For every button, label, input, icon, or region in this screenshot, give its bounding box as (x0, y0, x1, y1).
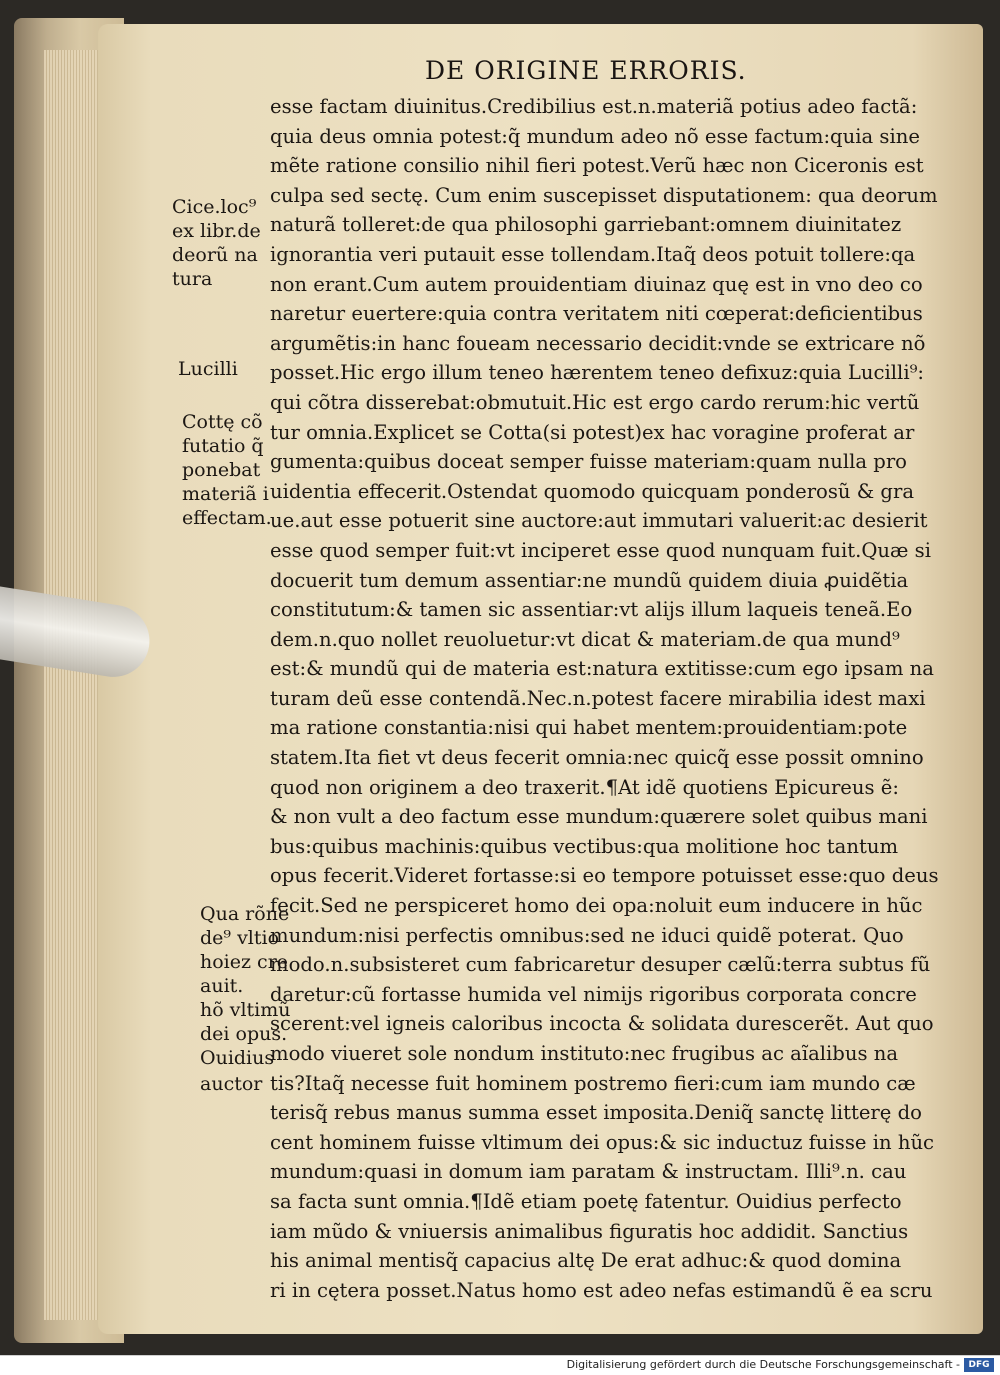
text-line: quia deus omnia potest:q̃ mundum adeo nõ esse factum:quia sine (270, 124, 920, 148)
text-line: argumẽtis:in hanc foueam necessario decidit:vnde se extricare nõ (270, 331, 926, 355)
text-line: gumenta:quibus doceat semper fuisse materiam:quam nulla pro (270, 450, 907, 474)
margin-note: hõ vltimũ (200, 999, 291, 1021)
text-line: esse quod semper fuit:vt inciperet esse quod nunquam fuit.Quæ si (270, 538, 931, 562)
text-line: docuerit tum demum assentiar:ne mundũ quidem diuia ꝓuidẽtia (270, 568, 909, 592)
text-line: terisq̃ rebus manus summa esset imposita.Deniq̃ sanctę litterę do (270, 1101, 922, 1125)
text-line: mundum:quasi in domum iam paratam & instructam. Illi⁹.n. cau (270, 1160, 907, 1184)
text-line: posset.Hic ergo illum teneo hærentem teneo defixuz:quia Lucilli⁹: (270, 361, 925, 385)
margin-note: ponebat (182, 459, 261, 481)
text-line: iam mũdo & vniuersis animalibus figuratis hoc addidit. Sanctius (270, 1219, 909, 1243)
dfg-logo: DFG (964, 1358, 994, 1372)
margin-note: Qua rõne (200, 903, 290, 925)
text-line: tis?Itaq̃ necesse fuit hominem postremo fieri:cum iam mundo cæ (270, 1071, 916, 1095)
text-line: esse factam diuinitus.Credibilius est.n.materiã potius adeo factã: (270, 95, 918, 118)
running-head: DE ORIGINE ERRORIS. (425, 56, 747, 85)
text-line: qui cõtra disserebat:obmutuit.Hic est ergo cardo rerum:hic vertũ (270, 390, 920, 414)
margin-note: materiã i (182, 483, 269, 505)
text-line: naretur euertere:quia contra veritatem niti cœperat:deficientibus (270, 302, 923, 326)
text-line: & non vult a deo factum esse mundum:quærere solet quibus mani (270, 805, 928, 829)
margin-note: de⁹ vltio (200, 927, 280, 949)
margin-note: ex libr.de (172, 220, 261, 242)
footer-bar (0, 1355, 1000, 1375)
margin-note: hoiez cre (200, 951, 289, 973)
text-line: constitutum:& tamen sic assentiar:vt alijs illum laqueis teneã.Eo (270, 598, 913, 622)
text-line: bus:quibus machinis:quibus vectibus:qua molitione hoc tantum (270, 834, 899, 858)
text-line: quod non originem a deo traxerit.¶At idẽ quotiens Epicureus ẽ: (270, 775, 899, 799)
text-line: est:& mundũ qui de materia est:natura extitisse:cum ego ipsam na (270, 657, 934, 681)
text-line: ignorantia veri putauit esse tollendam.Itaq̃ deos potuit tollere:qa (270, 242, 916, 266)
text-line: tur omnia.Explicet se Cotta(si potest)ex hac voragine proferat ar (270, 420, 915, 444)
text-line: his animal mentisq̃ capacius altę De erat adhuc:& quod domina (270, 1249, 902, 1273)
margin-note: dei opus. (200, 1023, 288, 1045)
text-line: mundum:nisi perfectis omnibus:sed ne iduci quidẽ poterat. Quo (270, 923, 904, 947)
text-line: daretur:cũ fortasse humida vel nimijs rigoribus corporata concre (270, 982, 917, 1006)
margin-note: auit. (200, 975, 244, 997)
text-line: ri in cętera posset.Natus homo est adeo nefas estimandũ ẽ ea scru (270, 1278, 933, 1302)
footer-credit: Digitalisierung gefördert durch die Deutsche Forschungsgemeinschaft - (566, 1358, 960, 1371)
text-line: scerent:vel igneis caloribus incocta & solidata durescerẽt. Aut quo (270, 1012, 934, 1036)
text-line: uidentia effecerit.Ostendat quomodo quicquam ponderosũ & gra (270, 479, 915, 503)
text-line: non erant.Cum autem prouidentiam diuinaz quę est in vno deo co (270, 272, 923, 296)
text-line: culpa sed sectę. Cum enim suscepisset disputationem: qua deorum (270, 183, 938, 207)
text-line: cent hominem fuisse vltimum dei opus:& sic inductuz fuisse in hũc (270, 1130, 935, 1154)
text-line: naturã tolleret:de qua philosophi garriebant:omnem diuinitatez (270, 213, 902, 237)
margin-note: Lucilli (178, 358, 238, 380)
margin-note: futatio q̃ (182, 435, 264, 457)
body-text (270, 92, 942, 1305)
text-line: sa facta sunt omnia.¶Idẽ etiam poetę fatentur. Ouidius perfecto (270, 1189, 902, 1213)
margin-note: Cottę cõ (182, 411, 263, 433)
text-line: ma ratione constantia:nisi qui habet mentem:prouidentiam:pote (270, 716, 908, 740)
text-line: turam deũ esse contendã.Nec.n.potest facere mirabilia idest maxi (270, 686, 926, 710)
text-line: statem.Ita fiet vt deus fecerit omnia:nec quicq̃ esse possit omnino (270, 746, 924, 770)
margin-note: Cice.loc⁹ (172, 196, 257, 218)
text-line: dem.n.quo nollet reuoluetur:vt dicat & materiam.de qua mund⁹ (270, 627, 900, 651)
margin-note: auctor (200, 1073, 263, 1095)
margin-note: tura (172, 268, 213, 290)
text-line: modo.n.subsisteret cum fabricaretur desuper cælũ:terra subtus fũ (270, 953, 931, 977)
text-line: opus fecerit.Videret fortasse:si eo tempore potuisset esse:quo deus (270, 864, 939, 888)
margin-note: effectam. (182, 507, 272, 529)
margin-note: Ouidius (200, 1047, 275, 1069)
text-line: modo viueret sole nondum instituto:nec frugibus ac aĩalibus na (270, 1042, 899, 1065)
margin-note: deorũ na (172, 244, 258, 266)
text-line: ue.aut esse potuerit sine auctore:aut immutari valuerit:ac desierit (270, 509, 928, 533)
text-line: fecit.Sed ne perspiceret homo dei opa:noluit eum inducere in hũc (270, 894, 923, 918)
text-line: mẽte ratione consilio nihil fieri potest.Verũ hæc non Ciceronis est (270, 154, 924, 178)
